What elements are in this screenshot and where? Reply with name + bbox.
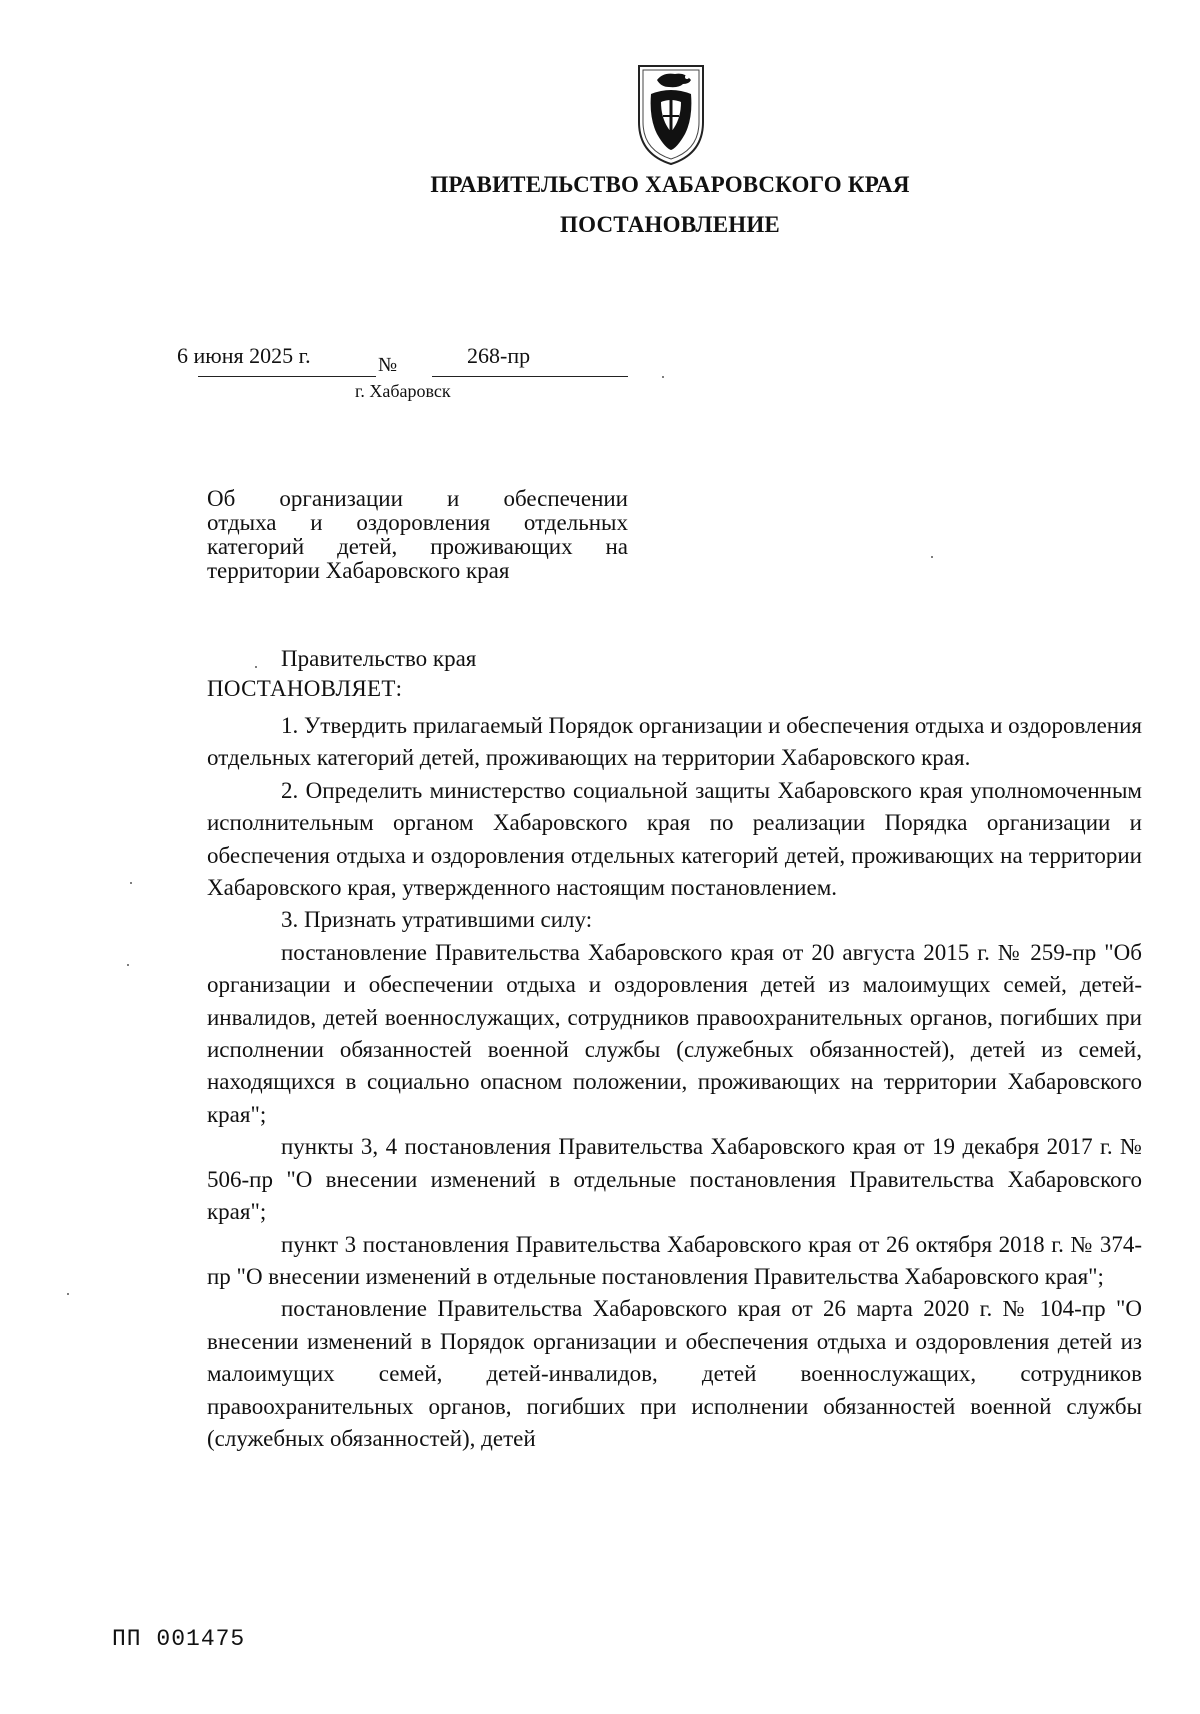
preamble-lead: Правительство края (281, 646, 477, 671)
scan-speck (662, 376, 664, 378)
coat-of-arms-bear-icon (629, 60, 713, 168)
document-type: ПОСТАНОВЛЕНИЕ (560, 212, 780, 237)
document-body (207, 710, 1142, 1455)
paragraph-repealed-2015: постановление Правительства Хабаровского края от 20 августа 2015 г. № 259-пр "Об организации и обеспечении отдыха и оздоровления детей из малоимущих семей, детей-инвалидов, детей военнослужащих, сотрудников правоохранительных органов, погибших при исполнении обязанностей военной службы (служебных обязанностей), детей из семей, находящихся в социально опасном положении, проживающих на территории Хабаровского края"; (207, 939, 1142, 1127)
document-date: 6 июня 2025 г. (177, 343, 311, 368)
scan-speck (130, 882, 132, 884)
paragraph-repealed-2020: постановление Правительства Хабаровского края от 26 марта 2020 г. № 104-пр "О внесении изменений в Порядок организации и обеспечения отдыха и оздоровления детей из малоимущих семей, детей-инвалидов, детей военнослужащих, сотрудников правоохранительных органов, погибших при исполнении обязанностей военной службы (служебных обязанностей), детей (207, 1296, 1142, 1451)
number-sign: № (378, 354, 398, 376)
paragraph-item-3: 3. Признать утратившими силу: (281, 907, 593, 933)
paragraph-item-2: 2. Определить министерство социальной защиты Хабаровского края уполномоченным исполнительным органом Хабаровского края по реализации Порядка организации и обеспечения отдыха и оздоровления отдельных категорий детей, проживающих на территории Хабаровского края, утвержденного настоящим постановлением. (207, 777, 1142, 901)
form-code: ПП 001475 (112, 1626, 246, 1652)
document-city: г. Хабаровск (355, 381, 451, 401)
document-subject (207, 487, 628, 583)
paragraph-repealed-2017: пункты 3, 4 постановления Правительства Хабаровского края от 19 декабря 2017 г. № 506-пр "О внесении изменений в отдельные постановления Правительства Хабаровского края"; (207, 1134, 1142, 1225)
subject-line: Об организации и обеспечении (207, 486, 628, 511)
number-underline (432, 376, 628, 377)
subject-line: категорий детей, проживающих на (207, 534, 628, 559)
scan-speck (67, 1293, 69, 1295)
subject-line: территории Хабаровского края (207, 558, 510, 583)
subject-line: отдыха и оздоровления отдельных (207, 510, 628, 535)
date-underline (198, 376, 376, 377)
organization-title: ПРАВИТЕЛЬСТВО ХАБАРОВСКОГО КРАЯ (430, 172, 910, 197)
document-number: 268-пр (467, 343, 531, 368)
paragraph-item-1: 1. Утвердить прилагаемый Порядок организации и обеспечения отдыха и оздоровления отдельных категорий детей, проживающих на территории Хабаровского края. (207, 713, 1142, 771)
scan-speck (931, 556, 933, 558)
scan-speck (255, 666, 257, 668)
preamble-decree: ПОСТАНОВЛЯЕТ: (207, 676, 403, 701)
scan-speck (127, 964, 129, 966)
paragraph-repealed-2018: пункт 3 постановления Правительства Хабаровского края от 26 октября 2018 г. № 374-пр "О внесении изменений в отдельные постановления Правительства Хабаровского края"; (207, 1231, 1142, 1289)
